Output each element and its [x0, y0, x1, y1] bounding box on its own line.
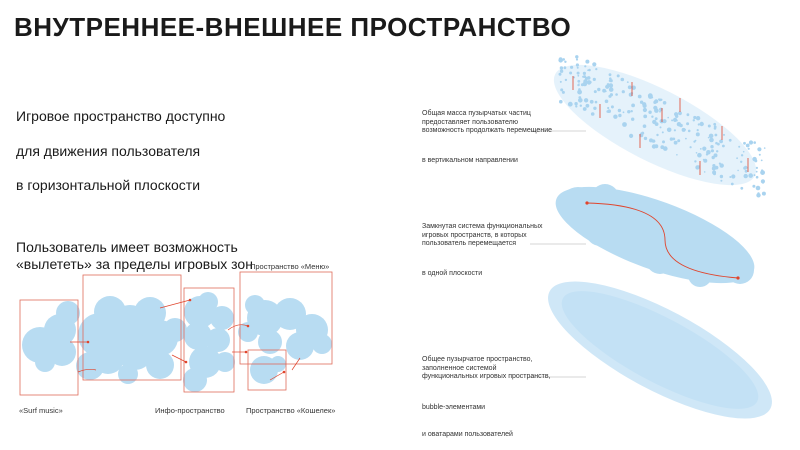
particle-dot [610, 79, 613, 82]
particle-dot [753, 141, 756, 144]
particle-dot [631, 110, 633, 112]
particle-dot [697, 153, 702, 158]
particle-dot [715, 142, 718, 145]
particle-dot [643, 124, 647, 128]
particle-dot [607, 109, 611, 113]
particle-dot [574, 102, 577, 105]
particle-dot [736, 157, 738, 159]
particle-dot [703, 159, 707, 163]
particle-dot [694, 160, 696, 162]
particle-dot [653, 140, 655, 142]
particle-dot [697, 129, 699, 131]
particle-dot [720, 175, 723, 178]
particle-dot [720, 180, 722, 182]
particle-dot [640, 101, 643, 104]
caption-3: Общее пузырчатое пространство, заполненное системой функциональных игровых пространств, [422, 356, 551, 380]
particle-dot [606, 86, 609, 89]
particle-dot [690, 146, 692, 148]
particle-dot [575, 55, 578, 58]
particle-dot [659, 111, 661, 113]
particle-dot [748, 148, 750, 150]
particle-dot [676, 154, 678, 156]
particle-cloud [539, 42, 771, 208]
intro-line-3: в горизонтальной плоскости [16, 177, 201, 193]
particle-dot [578, 98, 583, 103]
particle-dot [743, 151, 745, 153]
particle-dot [605, 100, 609, 104]
caption-2: Замкнутая система функциональных игровых пространств, в которых пользователь перемещается [422, 223, 543, 247]
zone-bubbles [22, 292, 332, 392]
particle-dot [702, 147, 706, 151]
particle-dot [688, 130, 691, 133]
particle-dot [631, 104, 635, 108]
caption-3-note-2: и оватарами пользователей [422, 431, 513, 438]
particle-dot [641, 132, 644, 135]
particle-dot [662, 140, 665, 143]
particle-dot [662, 119, 666, 123]
particle-dot [564, 61, 566, 63]
particle-dot [715, 166, 719, 170]
particle-dot [570, 66, 573, 69]
particle-dot [648, 93, 653, 98]
particle-dot [700, 148, 702, 150]
particle-dot [584, 98, 588, 102]
particle-dot [583, 107, 587, 111]
particle-dot [612, 106, 614, 108]
particle-dot [583, 75, 586, 78]
caption-1: Общая масса пузырчатых частиц предоставляет пользователю возможность продолжать перемещение [422, 110, 552, 134]
particle-dot [560, 81, 562, 83]
particle-dot [698, 165, 700, 167]
particle-dot [577, 72, 580, 75]
particle-dot [631, 118, 634, 121]
particle-dot [745, 170, 748, 173]
particle-dot [741, 154, 743, 156]
particle-dot [649, 138, 653, 142]
particle-dot [743, 142, 746, 145]
particle-dot [744, 174, 748, 178]
caption-2-note: в одной плоскости [422, 270, 483, 277]
particle-dot [674, 129, 676, 131]
particle-dot [674, 112, 678, 116]
particle-dot [610, 93, 613, 96]
particle-dot [761, 160, 763, 162]
particle-dot [644, 137, 647, 140]
particle-dot [653, 101, 656, 104]
particle-dot [628, 85, 632, 89]
particle-dot [643, 108, 647, 112]
particle-dot [693, 141, 695, 143]
particle-dot [729, 139, 732, 142]
particle-dot [589, 81, 591, 83]
particle-dot [656, 134, 658, 136]
particle-dot [565, 79, 567, 81]
particle-dot [723, 134, 725, 136]
particle-dot [737, 170, 739, 172]
particle-dot [577, 67, 579, 69]
particle-dot [651, 116, 653, 118]
particle-dot [693, 116, 696, 119]
particle-dot [597, 88, 600, 91]
particle-dot [749, 140, 753, 144]
particle-dot [663, 101, 667, 105]
particle-dot [581, 83, 584, 86]
particle-dot [577, 90, 582, 95]
particle-dot [760, 170, 765, 175]
particle-dot [754, 174, 756, 176]
zone-label-info: Инфо-пространство [155, 406, 225, 415]
particle-dot [757, 147, 761, 151]
particle-dot [654, 108, 659, 113]
particle-dot [593, 107, 596, 110]
particle-dot [720, 163, 724, 167]
particle-dot [667, 128, 672, 133]
particle-dot [704, 171, 706, 173]
particle-dot [729, 176, 731, 178]
particle-dot [585, 60, 589, 64]
particle-dot [762, 192, 766, 196]
particle-dot [722, 145, 725, 148]
particle-dot [714, 127, 717, 130]
particle-dot [569, 72, 572, 75]
particle-dot [648, 111, 651, 114]
particle-dot [712, 171, 716, 175]
particle-dot [622, 90, 625, 93]
particle-dot [696, 116, 700, 120]
particle-dot [731, 174, 735, 178]
particle-dot [671, 119, 673, 121]
particle-dot [577, 80, 580, 83]
particle-dot [568, 102, 573, 107]
caption-3-note: bubble-элементами [422, 404, 486, 411]
particle-dot [709, 138, 714, 143]
particle-dot [685, 138, 687, 140]
particle-dot [658, 98, 660, 100]
particle-dot [654, 144, 658, 148]
particle-dot [660, 126, 662, 128]
particle-dot [627, 81, 629, 83]
particle-dot [623, 111, 625, 113]
particle-dot [617, 74, 620, 77]
particle-dot [621, 78, 625, 82]
particle-dot [706, 150, 711, 155]
particle-dot [696, 132, 700, 136]
particle-dot [575, 105, 577, 107]
particle-dot [578, 83, 580, 85]
particle-dot [613, 115, 617, 119]
zone-label-surf: «Surf music» [19, 406, 63, 415]
particle-dot [562, 92, 564, 94]
particle-dot [740, 187, 743, 190]
particle-dot [560, 66, 563, 69]
particle-dot [710, 145, 713, 148]
particle-dot [700, 122, 704, 126]
particle-dot [607, 83, 610, 86]
particle-dot [584, 65, 586, 67]
particle-dot [587, 76, 591, 80]
particle-dot [560, 88, 563, 91]
particle-dot [591, 112, 595, 116]
particle-dot [615, 93, 618, 96]
intro-line-2: для движения пользователя [16, 143, 201, 159]
particle-dot [757, 192, 759, 194]
particle-dot [670, 137, 673, 140]
particle-dot [714, 153, 718, 157]
escape-line-1: Пользователь имеет возможность [16, 239, 238, 255]
particle-dot [693, 119, 695, 121]
particle-dot [738, 146, 740, 148]
particle-dot [715, 134, 718, 137]
particle-dot [762, 182, 764, 184]
particle-dot [759, 154, 761, 156]
zone-label-menu: Пространство «Меню» [250, 262, 330, 271]
particle-dot [590, 100, 594, 104]
particle-dot [595, 68, 597, 70]
particle-dot [756, 171, 758, 173]
particle-dot [618, 114, 621, 117]
particle-dot [560, 70, 563, 73]
page-title: ВНУТРЕННЕЕ-ВНЕШНЕЕ ПРОСТРАНСТВО [14, 12, 572, 42]
particle-dot [655, 122, 659, 126]
particle-dot [592, 62, 596, 66]
particle-dot [594, 90, 597, 93]
particle-dot [676, 120, 678, 122]
particle-dot [687, 113, 690, 116]
particle-dot [559, 73, 562, 76]
caption-1-note: в вертикальном направлении [422, 157, 518, 164]
particle-dot [643, 104, 647, 108]
particle-dot [756, 167, 758, 169]
particle-dot [629, 134, 633, 138]
particle-dot [583, 72, 586, 75]
particle-dot [731, 183, 734, 186]
particle-dot [743, 167, 746, 170]
particle-dot [655, 117, 658, 120]
particle-dot [638, 95, 642, 99]
particle-dot [686, 122, 689, 125]
particle-dot [709, 134, 714, 139]
bubble-space-blob [531, 256, 789, 444]
intro-line-1: Игровое пространство доступно [16, 108, 226, 124]
particle-dot [716, 150, 718, 152]
particle-dot [586, 104, 590, 108]
particle-dot [622, 122, 627, 127]
particle-dot [593, 78, 596, 81]
particle-dot [756, 176, 759, 179]
escape-line-2: «вылететь» за пределы игровых зон [16, 256, 253, 272]
particle-dot [663, 146, 668, 151]
particle-dot [618, 109, 621, 112]
particle-dot [756, 186, 761, 191]
particle-dot [588, 69, 591, 72]
particle-dot [595, 101, 598, 104]
particle-dot [740, 161, 742, 163]
particle-dot [746, 144, 750, 148]
particle-dot [643, 115, 647, 119]
particle-dot [580, 105, 582, 107]
particle-dot [764, 147, 766, 149]
particle-dot [708, 125, 711, 128]
particle-dot [667, 117, 669, 119]
particle-dot [662, 131, 664, 133]
particle-dot [607, 107, 609, 109]
particle-dot [627, 110, 630, 113]
particle-dot [558, 58, 563, 63]
particle-dot [674, 141, 678, 145]
particle-dot [696, 152, 698, 154]
particle-dot [748, 173, 753, 178]
particle-dot [752, 185, 755, 188]
particle-dot [609, 73, 612, 76]
zone-label-wallet: Пространство «Кошелек» [246, 406, 336, 415]
particle-dot [684, 129, 686, 131]
particle-dot [719, 140, 723, 144]
particle-dot [677, 139, 680, 142]
particle-dot [708, 137, 710, 139]
particle-dot [677, 122, 681, 126]
particle-dot [576, 58, 578, 60]
particle-dot [605, 90, 607, 92]
particle-dot [752, 157, 756, 161]
particle-dot [713, 123, 716, 126]
particle-dot [711, 149, 714, 152]
particle-dot [609, 87, 614, 92]
particle-dot [576, 63, 579, 66]
particle-dot [559, 100, 563, 104]
particle-dot [577, 75, 579, 77]
particle-dot [564, 66, 567, 69]
